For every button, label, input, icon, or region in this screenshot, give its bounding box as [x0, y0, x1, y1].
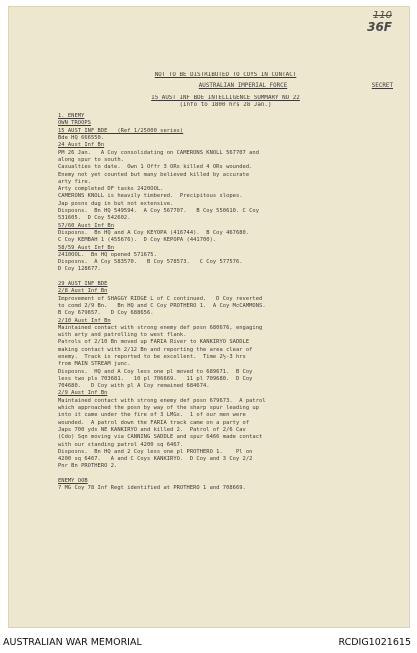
document-page — [8, 6, 410, 628]
subheading: 58/59 Aust Inf Bn — [58, 244, 115, 251]
text-line: Japs 700 yds NE KANKIRYO and killed 2. Patrol of 2/6 Cav — [58, 426, 246, 433]
subheading: 24 Aust Inf Bn — [58, 142, 105, 149]
text-line: 2410OOL. Bn HQ opened 571675. — [58, 251, 157, 258]
text-line: with our standing patrol 4200 sq 6467. — [58, 441, 184, 448]
text-line: wounded. A patrol down the FARIA track came on a party of — [58, 419, 250, 426]
document-text — [58, 72, 393, 493]
folio-new-number: 36F — [367, 20, 392, 34]
text-line: arty fire. — [58, 178, 91, 185]
subheading: 29 AUST INF BDE — [58, 281, 108, 288]
text-line: Disposns. A Coy 583570. B Coy 578573. C Coy 577576. — [58, 259, 243, 266]
text-line: Maintained contact with strong enemy def posn 680676, engaging — [58, 324, 263, 331]
text-line: making contact with 2/12 Bn and reporting the area clear of — [58, 346, 253, 353]
section-title: 1. ENEMY — [58, 113, 85, 120]
text-line: Casualties to date. Own 1 Offr 3 ORs killed 4 ORs wounded. — [58, 164, 253, 171]
text-line: Bde HQ 666550. — [58, 135, 105, 142]
folio-annotation — [367, 10, 392, 34]
subheading: 57/60 Aust Inf Bn — [58, 222, 115, 229]
text-line — [58, 471, 393, 478]
text-line: Patrols of 2/10 Bn moved up FARIA River to KANKIRYO SADDLE — [58, 339, 250, 346]
text-line — [58, 274, 393, 281]
text-line: 704680. D Coy with pl A Coy remained 684674. — [58, 383, 210, 390]
text-line: B Coy 679657. D Coy 688656. — [58, 310, 154, 317]
text-line: into it came under the fire of 3 LMGs. 1 of our men were — [58, 412, 246, 419]
text-line: along spur to south. — [58, 156, 124, 163]
subheading: ENEMY OOB — [58, 478, 88, 485]
text-line: Improvement of SHAGGY RIDGE L of C continued. D Coy reverted — [58, 295, 263, 302]
text-line: which approached the posn by way of the sharp spur leading up — [58, 405, 260, 412]
text-line: less two pls 703681. 10 pl 706669. 11 pl 709680. D Coy — [58, 375, 253, 382]
classification-row — [58, 83, 393, 90]
text-line: 7 MG Coy 78 Inf Regt identified at PROTHERO 1 and 708669. — [58, 485, 246, 492]
subheading: 15 AUST INF BDE (Ref 1/25000 series) — [58, 127, 184, 134]
subheading: 2/9 Aust Inf Bn — [58, 390, 108, 397]
text-line: Enemy not yet counted but many believed killed by accurate — [58, 171, 250, 178]
text-line: Disposns. Bn HQ 549594. A Coy 567707. B Coy 550610. C Coy — [58, 208, 260, 215]
text-line: 531605. D Coy 542602. — [58, 215, 131, 222]
folio-old-number: 110 — [372, 10, 392, 21]
archive-name: AUSTRALIAN WAR MEMORIAL — [3, 637, 142, 648]
text-line: enemy. Track is reported to be excellent. Time 2½-3 hrs — [58, 353, 246, 360]
text-line: Pnr Bn PROTHERO 2. — [58, 463, 118, 470]
text-line: D Coy 128677. — [58, 266, 101, 273]
distribution-warning: NOT TO BE DISTRIBUTED TO COYS IN CONTACT — [154, 72, 297, 78]
archive-reference: RCDIG1021615 — [338, 637, 411, 648]
text-line: Disposns. Bn HQ and 2 Coy less one pl PROTHERO 1. Pl on — [58, 448, 253, 455]
text-line: CAMERONS KNOLL is heavily timbered. Precipitous slopes. — [58, 193, 243, 200]
summary-title: 15 AUST INF BDE INTELLIGENCE SUMMARY NO 22 — [151, 94, 300, 101]
subheading: 2/8 Aust Inf Bn — [58, 288, 108, 295]
text-line: Disposns. HQ and A Coy less one pl moved to 689671. B Coy — [58, 368, 253, 375]
text-line: PM 26 Jan. A Coy consolidating on CAMERONS KNOLL 567707 and — [58, 149, 260, 156]
text-line: with arty and patrolling to west flank. — [58, 332, 187, 339]
text-line: Arty completed DF tasks 2420OOL. — [58, 186, 164, 193]
summary-period: (Info to 1800 hrs 28 Jan.) — [179, 101, 272, 108]
force-name: AUSTRALIAN IMPERIAL FORCE — [198, 83, 288, 90]
security-marking: SECRET — [371, 83, 393, 90]
subheading: OWN TROOPS — [58, 120, 91, 127]
text-line: from MAIN STREAM junc. — [58, 361, 131, 368]
archive-footer — [0, 634, 417, 653]
text-line: Jap posns dug in but not extensive. — [58, 200, 174, 207]
text-line: (Cdo) Sqn moving via CANNING SADDLE and spur 6466 made contact — [58, 434, 263, 441]
text-line: C Coy KEMBAH 1 (455676). D Coy KEPOPA (441700). — [58, 237, 217, 244]
text-line: Maintained contact with strong enemy def posn 679673. A patrol — [58, 397, 266, 404]
text-line: 4200 sq 6467. A and C Coys KANKIRYO. D Coy and 3 Coy 2/2 — [58, 456, 253, 463]
text-line: to comd 2/9 Bn. Bn HQ and C Coy PROTHERO 1. A Coy McCAMMONS. — [58, 302, 266, 309]
body-lines — [58, 120, 393, 492]
subheading: 2/10 Aust Inf Bn — [58, 317, 111, 324]
text-line: Disposns. Bn HQ and A Coy KEYOPA (416744). B Coy 467680. — [58, 229, 250, 236]
